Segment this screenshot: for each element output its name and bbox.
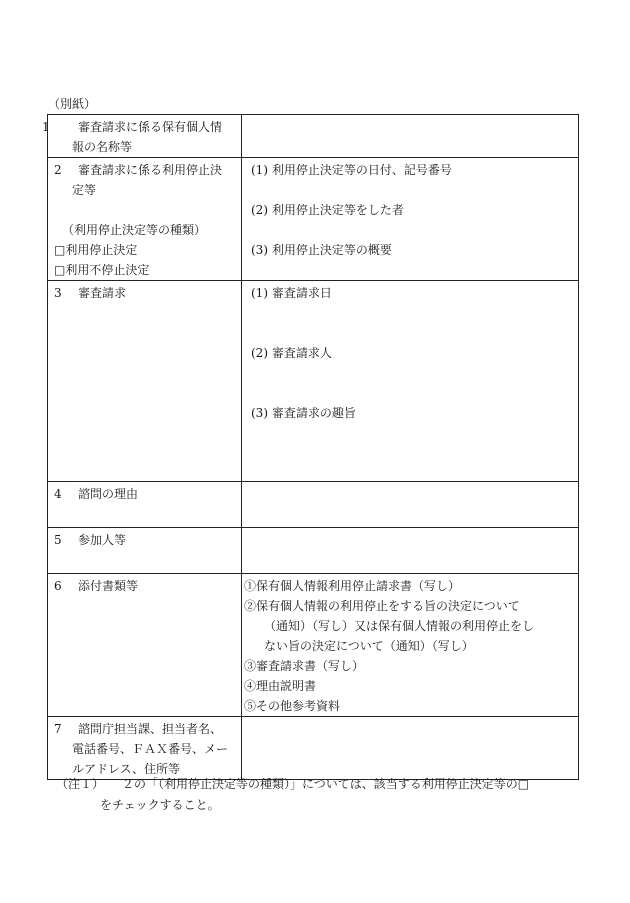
row-6-title: 添付書類等 (78, 579, 139, 593)
row-2-title-l2: 定等 (72, 183, 97, 197)
row-7-label (48, 717, 242, 780)
form-table (42, 114, 579, 780)
row-1-value-field[interactable] (242, 115, 579, 158)
row-2-item-3: (3) 利用停止決定等の概要 (251, 243, 392, 257)
row-5-value-field[interactable] (242, 528, 579, 574)
row-6-label (48, 574, 242, 717)
row-3-item-3: (3) 審査請求の趣旨 (251, 406, 356, 420)
row-4-num: 4 (54, 487, 62, 501)
row-1-title-l2: 報の名称等 (72, 140, 133, 154)
decision-type-heading: （利用停止決定等の種類） (62, 223, 207, 237)
row-4 (48, 482, 579, 528)
footnote (56, 774, 586, 816)
row-2-value (242, 158, 579, 281)
row-3-value (242, 281, 579, 482)
attachment-3: ③審査請求書（写し） (244, 659, 365, 673)
attachment-1: ①保有個人情報利用停止請求書（写し） (244, 579, 461, 593)
row-2-title-l1: 審査請求に係る利用停止決 (78, 163, 223, 177)
attachment-2-line-1: ②保有個人情報の利用停止をする旨の決定について (244, 599, 520, 613)
row-6-value (242, 574, 579, 717)
row-1 (48, 115, 579, 158)
footnote-line-2: をチェックすること。 (100, 798, 220, 812)
row-7-title-l1: 諮問庁担当課、担当者名、 (78, 722, 223, 736)
page-label: （別紙） (48, 97, 97, 111)
row-3 (48, 281, 579, 482)
checkbox-non-stop-decision[interactable]: □利用不停止決定 (54, 263, 150, 277)
row-2 (48, 158, 579, 281)
row-2-num: 2 (54, 163, 62, 177)
row-2-label (48, 158, 242, 281)
row-5-label (48, 528, 242, 574)
row-1-title-l1: 審査請求に係る保有個人情 (78, 120, 223, 134)
row-5-num: 5 (54, 533, 62, 547)
row-1-label (42, 115, 242, 158)
footnote-label: （注１） (56, 777, 105, 791)
row-4-value-field[interactable] (242, 482, 579, 528)
row-7-num: 7 (54, 722, 62, 736)
attachment-5: ⑤その他参考資料 (244, 699, 341, 713)
checkbox-stop-decision[interactable]: □利用停止決定 (54, 243, 138, 257)
row-2-item-2: (2) 利用停止決定等をした者 (251, 203, 404, 217)
row-6-num: 6 (54, 579, 62, 593)
row-2-item-1: (1) 利用停止決定等の日付、記号番号 (251, 163, 452, 177)
row-4-label (48, 482, 242, 528)
row-7-value-field[interactable] (242, 717, 579, 780)
row-7-title-l2: 電話番号、ＦＡＸ番号、メー (72, 742, 229, 756)
attachment-2-line-2: （通知）（写し）又は保有個人情報の利用停止をし (264, 619, 535, 633)
row-7 (48, 717, 579, 780)
attachment-4: ④理由説明書 (244, 679, 317, 693)
footnote-line-1: ２の「（利用停止決定等の種類）」については、該当する利用停止決定等の□ (122, 777, 530, 791)
row-7-title-l3: ルアドレス、住所等 (72, 762, 181, 776)
row-3-label (48, 281, 242, 482)
row-3-title: 審査請求 (78, 286, 127, 300)
row-1-num: 1 (42, 120, 50, 134)
row-5 (48, 528, 579, 574)
row-5-title: 参加人等 (78, 533, 127, 547)
row-4-title: 諮問の理由 (78, 487, 139, 501)
row-3-item-2: (2) 審査請求人 (251, 346, 332, 360)
row-3-num: 3 (54, 286, 62, 300)
row-3-item-1: (1) 審査請求日 (251, 286, 332, 300)
row-6 (48, 574, 579, 717)
attachment-2-line-3: ない旨の決定について（通知）（写し） (264, 639, 474, 653)
